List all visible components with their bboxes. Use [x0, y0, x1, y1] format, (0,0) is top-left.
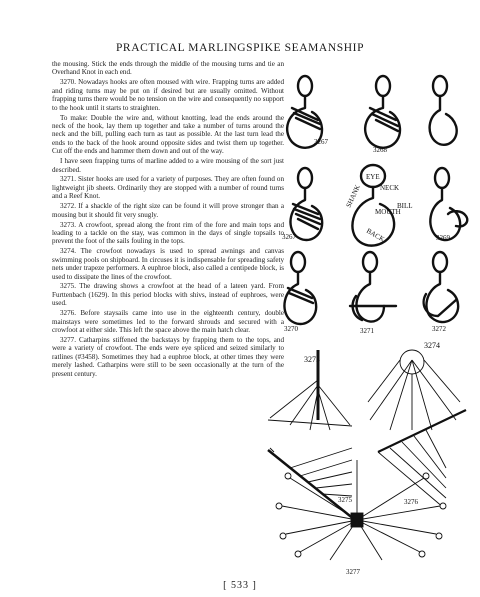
crowfoot-figure-3275: [268, 448, 355, 520]
hook-part-label: SHANK: [344, 183, 363, 209]
hook-part-label: MOUTH: [375, 208, 401, 216]
paragraph: To make: Double the wire and, without knotting, lead the ends around the neck of the hook, lay them up together and take a number of turns around the neck and the bill, pulling each turn as taut as possible. At the last turn lead the ends to the back of the hook around opposite sides and twist them up together. Cut off the ends and hammer them down and out of the way.: [52, 113, 284, 156]
figure-number: 3274: [424, 341, 440, 350]
paragraph: 3274. The crowfoot nowadays is used to spread awnings and canvas swimming pools on shipboard. In circuses it is indispensable for spreading safety nets under trapeze performers. A euphroe block, also called a centipede block, is used to dissipate the lines of the crowfoot.: [52, 247, 284, 281]
running-title: PRACTICAL MARLINGSPIKE SEAMANSHIP: [115, 42, 365, 54]
hook-part-label: EYE: [366, 173, 380, 181]
hook-figure-3270: [284, 252, 316, 324]
figure-number: 3273: [304, 355, 320, 364]
figure-number: 3272: [432, 325, 446, 333]
hook-part-label: BACK: [365, 226, 386, 244]
paragraph: I have seen frapping turns of marline added to a wire mousing of the sort just described.: [52, 157, 284, 174]
hook-part-label: BILL: [397, 202, 413, 210]
hook-figure-3269a: [430, 76, 457, 145]
figure-number: 3268: [373, 146, 387, 154]
hook-figure-3267b: [365, 76, 400, 148]
paragraph: the mousing. Stick the ends through the middle of the mousing turns and tie an Overhand Knot in each end.: [52, 60, 284, 77]
figure-number: 3276: [404, 498, 418, 506]
hook-figure-3269b: [430, 168, 467, 240]
paragraph: 3275. The drawing shows a crowfoot at the head of a lateen yard. From Furttenbach (1629). In this period blocks with shivs, instead of euphroes, were used.: [52, 282, 284, 308]
figure-number: 3277: [346, 568, 360, 576]
figure-number: 3267: [282, 233, 296, 241]
paragraph: 3270. Nowadays hooks are often moused with wire. Frapping turns are added and riding turns may be put on if desired but are usually omitted. Without frapping turns there would be no tension on the wire and consequently no support to the hook until it starts to straighten.: [52, 78, 284, 112]
hook-figure-3267c: [290, 168, 322, 240]
figure-number: 3271: [360, 327, 374, 335]
figure-number: 3267: [314, 138, 328, 146]
paragraph: 3272. If a shackle of the right size can be found it will prove stronger than a mousing but it should fit very snugly.: [52, 202, 284, 219]
hook-figure-3267a: [287, 76, 322, 148]
hook-figure-3272: [424, 252, 459, 322]
page-number: [ 533 ]: [223, 580, 257, 591]
paragraph: 3271. Sister hooks are used for a variety of purposes. They are often found on lightweight jib sheets. Ordinarily they are stopped with a number of round turns and a Reef Knot.: [52, 175, 284, 201]
hook-figure-3271: [350, 252, 396, 322]
figure-number: 3269: [436, 234, 450, 242]
figure-number: 3275: [338, 496, 352, 504]
hook-part-label: NECK: [380, 184, 400, 192]
crowfoot-figure-3274: [368, 350, 460, 430]
paragraph: 3277. Catharpins stiffened the backstays by frapping them to the tops, and were a variety of crowfoot. The ends were eye spliced and seized similarly to ratlines (#3458). Sometimes they had a euphroe block, at other times they were merely lashed. Catharpins were still to be seen occasionally at the turn of the present century.: [52, 335, 284, 378]
paragraph: 3273. A crowfoot, spread along the front rim of the fore and main tops and leading to a tackle on the stay, was common in the days of single topsails to prevent the foot of the sails fouling in the tops.: [52, 220, 284, 246]
figure-number: 3270: [284, 325, 298, 333]
paragraph: 3276. Before staysails came into use in the eighteenth century, double mainstays were sometimes led to the forward shrouds and secured with a crowfoot at either side. This left the space above the main hatch clear.: [52, 309, 284, 335]
